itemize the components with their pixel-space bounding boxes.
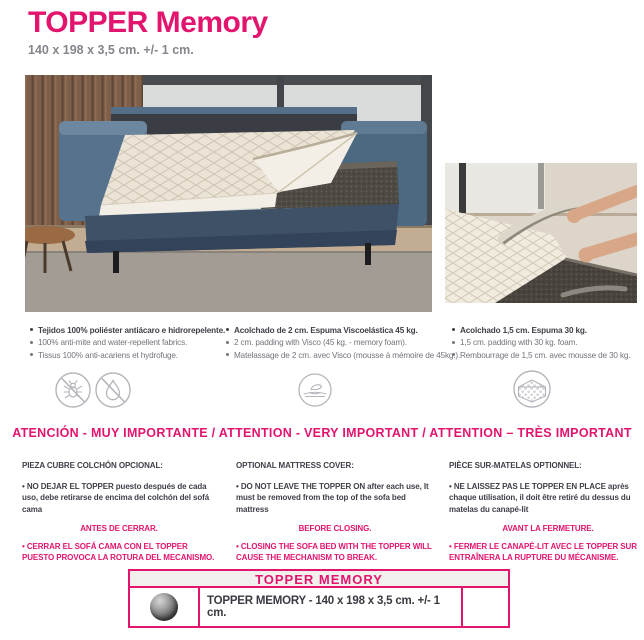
attention-body: • NO DEJAR EL TOPPER puesto después de cada uso, debe retirarse de encima del colchón del sofá cama	[22, 481, 210, 514]
feature-line: Matelassage de 2 cm. avec Visco (mousse à mémoire de 45kg.).	[226, 350, 460, 362]
attention-warning-title: ANTES DE CERRAR.	[80, 524, 158, 533]
visco-icons	[297, 372, 333, 408]
attention-column-es	[22, 460, 216, 564]
attention-column-en	[236, 460, 434, 564]
header	[28, 6, 268, 57]
page-title: TOPPER Memory	[28, 6, 268, 39]
feature-line: 2 cm. padding with Visco (45 kg. - memory foam).	[226, 337, 460, 349]
attention-column-fr	[449, 460, 644, 564]
attention-body: • DO NOT LEAVE THE TOPPER ON after each use, It must be removed from the top of the sofa bed mattress	[236, 481, 429, 514]
attention-subheading: PIEZA CUBRE COLCHÓN OPCIONAL:	[22, 461, 163, 470]
attention-subheading: PIÈCE SUR-MATELAS OPTIONNEL:	[449, 461, 582, 470]
features-column-visco	[226, 325, 460, 362]
foam-block-icon	[512, 369, 552, 409]
page-subtitle: 140 x 198 x 3,5 cm. +/- 1 cm.	[28, 43, 194, 57]
attention-body: • NE LAISSEZ PAS LE TOPPER EN PLACE après chaque utilisation, il doit être retiré du dessus du matelas du canapé-lit	[449, 481, 631, 514]
attention-subheading: OPTIONAL MATTRESS COVER:	[236, 461, 354, 470]
no-water-drop-icon	[94, 371, 132, 409]
feature-line: 1,5 cm. padding with 30 kg. foam.	[452, 337, 630, 349]
sofa-bed-photo	[25, 75, 432, 312]
fabric-swatch-cell	[130, 588, 200, 626]
topper-detail-photo	[445, 163, 637, 303]
product-table	[128, 569, 510, 628]
features-column-foam	[452, 325, 630, 362]
empty-cell	[463, 588, 508, 626]
attention-warning-body: • CERRAR EL SOFÁ CAMA CON EL TOPPER PUESTO PROVOCA LA ROTURA DEL MECANISMO.	[22, 541, 215, 562]
feature-line: Tissus 100% anti-acariens et hydrofuge.	[30, 350, 225, 362]
foam-icons	[512, 369, 552, 409]
attention-heading: ATENCIÓN - MUY IMPORTANTE / ATTENTION - VERY IMPORTANT / ATTENTION – TRÈS IMPORTANT	[12, 426, 632, 440]
feature-line: Acolchado de 2 cm. Espuma Viscoelástica 45 kg.	[226, 325, 460, 337]
no-mite-icon	[54, 371, 92, 409]
feature-line: Tejidos 100% poliéster antiácaro e hidrorepelente.	[30, 325, 225, 337]
features-column-es-fabric	[30, 325, 225, 362]
product-description-cell: TOPPER MEMORY - 140 x 198 x 3,5 cm. +/- 1 cm.	[200, 588, 463, 626]
fabric-icons	[54, 371, 132, 409]
feature-line: Acolchado 1,5 cm. Espuma 30 kg.	[452, 325, 630, 337]
feature-line: 100% anti-mite and water-repellent fabrics.	[30, 337, 225, 349]
attention-warning-title: BEFORE CLOSING.	[298, 524, 372, 533]
memory-foam-icon	[297, 372, 333, 408]
attention-warning-body: • CLOSING THE SOFA BED WITH THE TOPPER WILL CAUSE THE MECHANISM TO BREAK.	[236, 541, 432, 562]
product-table-header: TOPPER MEMORY	[130, 571, 508, 588]
table-row	[130, 588, 508, 626]
feature-line: Rembourrage de 1,5 cm. avec mousse de 30 kg.	[452, 350, 630, 362]
attention-warning-title: AVANT LA FERMETURE.	[502, 524, 594, 533]
attention-warning-body: • FERMER LE CANAPÉ-LIT AVEC LE TOPPER SUR ENTRAÎNERA LA RUPTURE DU MÉCANISME.	[449, 541, 637, 562]
fabric-swatch	[150, 593, 178, 621]
